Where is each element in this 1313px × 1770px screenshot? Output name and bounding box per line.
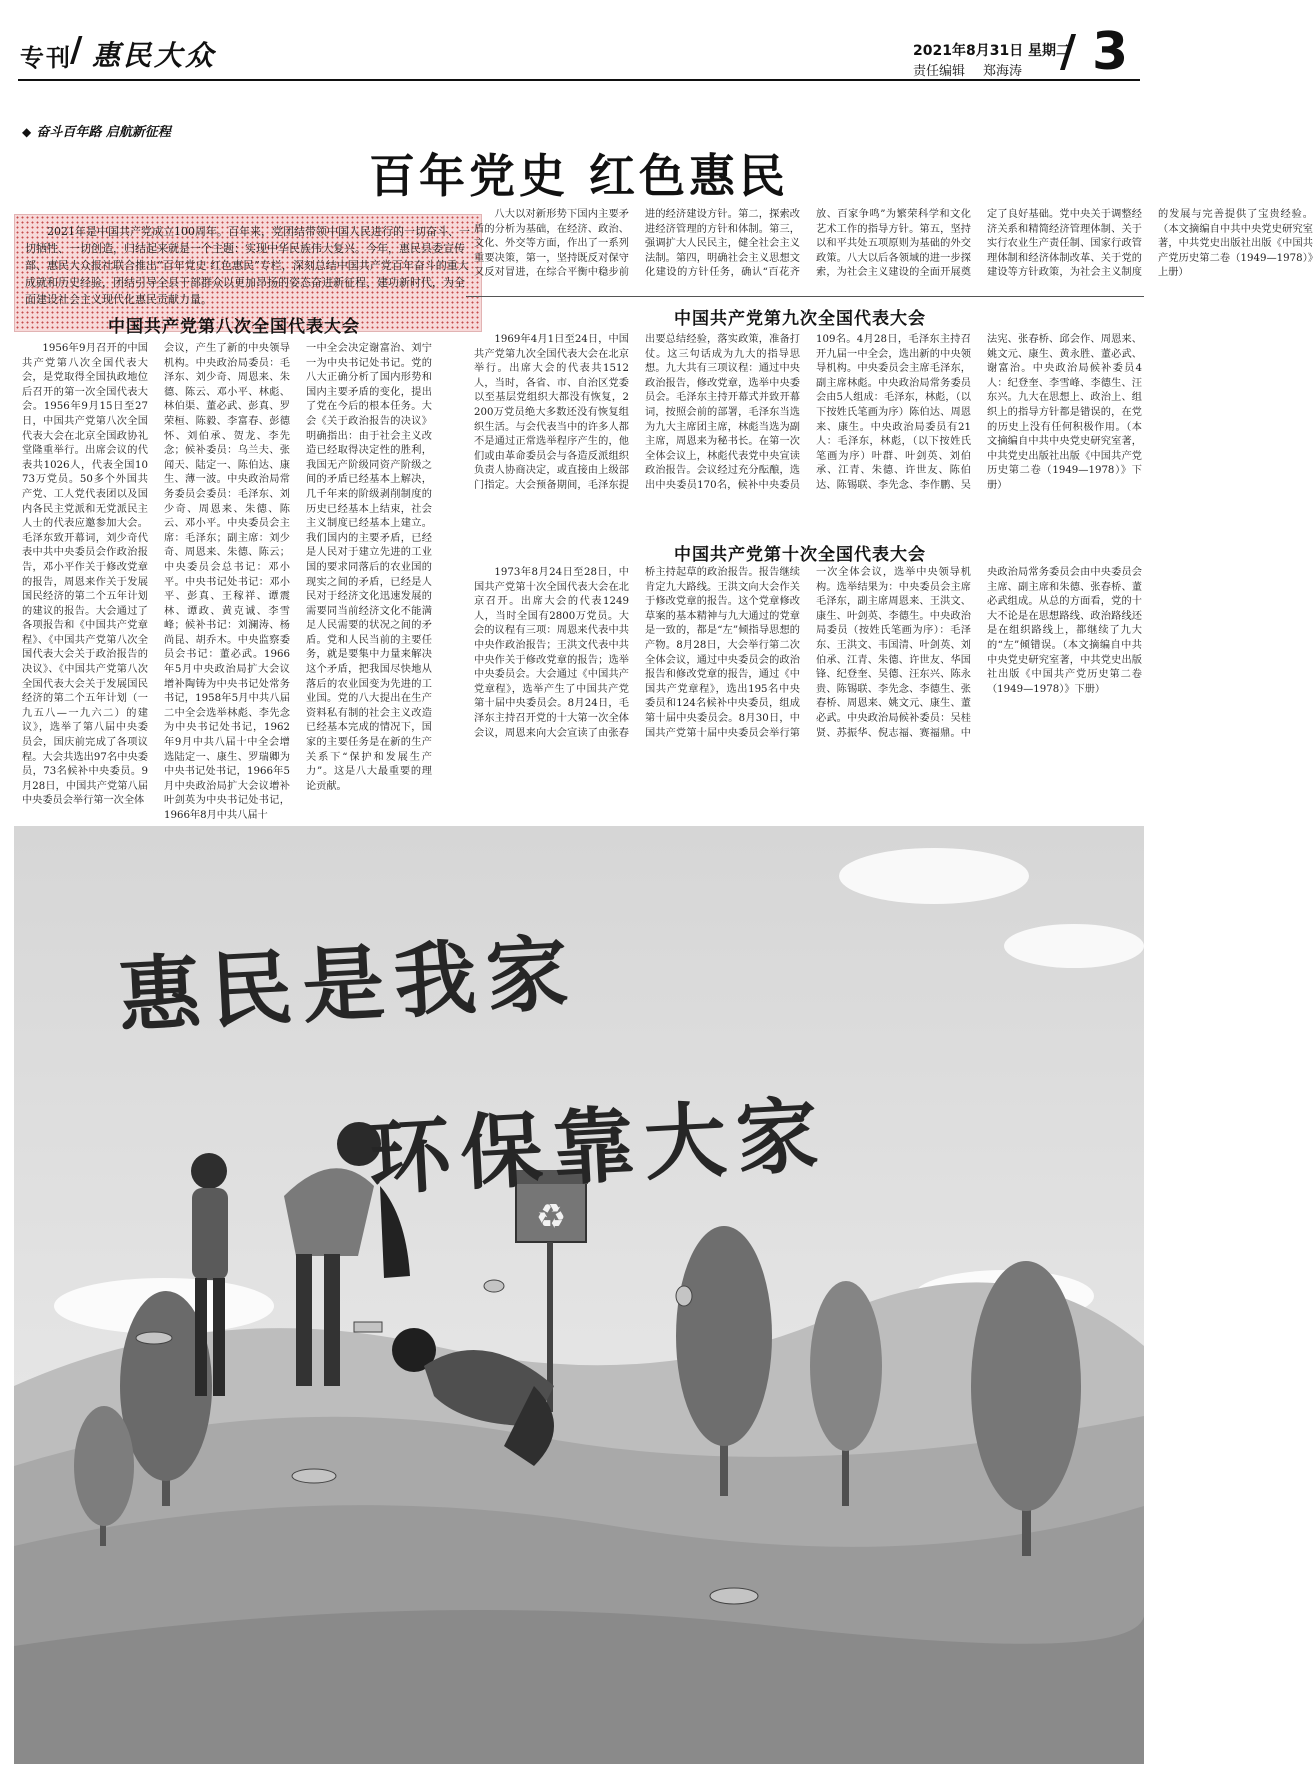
- series-label: 奋斗百年路 启航新征程: [36, 125, 171, 140]
- section-label: 专刊: [20, 44, 72, 72]
- page-number: 3: [1092, 22, 1129, 82]
- intro-box: 2021年是中国共产党成立100周年。百年来，党团结带领中国人民进行的一切奋斗、一切牺牲、一切创造，归结起来就是一个主题：实现中华民族伟大复兴。今年，惠民县委宣传部、惠民大众报社联合推出“百年党史 红色惠民”专栏，深刻总结中国共产党百年奋斗的重大成就和历史经验，团结引导全县干部群众以更加昂扬的姿态奋进新征程、建功新时代，为全面建设社会主义现代化惠民贡献力量。: [14, 214, 482, 332]
- article-8th-col1: 1956年9月召开的中国共产党第八次全国代表大会，是党取得全国执政地位后召开的第一次全国代表大会。1956年9月15日至27日，中国共产党第八次全国代表大会在北京全国政协礼堂隆重举行。出席会议的代表共1026人，代表全国1073万党员。50多个外国共产党、工人党代表团以及国内各民主党派和无党派民主人士的代表应邀参加大会。毛泽东致开幕词，刘少奇代表中共中央委员会作政治报告，邓小平作关于修改党章的报告，周恩来作关于发展国民经济的第二个五年计划的建议的报告。大会通过了各项报告和《中国共产党章程》、《中国共产党第八次全国代表大会关于政治报告的决议》、《中国共产党第八次全国代表大会关于发展国民经济的第二个五年计划（一九五八—一九六二）的建议》，选举了第八届中央委员会，国庆前完成了各项议程。大会共选出97名中央委员，73名候补中央委员。9月28日，中国共产党第八届中央委员会举行第一次全体: [22, 343, 148, 807]
- heading-10th-congress: 中国共产党第十次全国代表大会: [674, 545, 926, 565]
- heading-9th-congress: 中国共产党第九次全国代表大会: [674, 309, 926, 329]
- series-line: [22, 121, 171, 140]
- header-divider: [18, 79, 1140, 81]
- article-8th-col3: 一中全会决定谢富治、刘宁一为中央书记处书记。党的八大正确分析了国内形势和国内主要矛盾的变化，提出了党在今后的根本任务。大会《关于政治报告的决议》明确指出：由于社会主义改造已经取得决定性的胜利，我国无产阶级同资产阶级之间的矛盾已经基本上解决，几千年来的阶级剥削制度的历史已经基本上结束，社会主义制度已经基本上建立。我们国内的主要矛盾，已经是人民对于建立先进的工业国的要求同落后的农业国的现实之间的矛盾，已经是人民对于经济文化迅速发展的需要同当前经济文化不能满足人民需要的状况之间的矛盾。党和人民当前的主要任务，就是要集中力量来解决这个矛盾，把我国尽快地从落后的农业国变为先进的工业国。党的八大提出在生产资料私有制的社会主义改造已经基本完成的情况下，国家的主要任务是在新的生产关系下“保护和发展生产力”。这是八大最重要的理论贡献。: [306, 343, 432, 792]
- page-title: 百年党史 红色惠民: [368, 149, 789, 203]
- heading-8th-congress: 中国共产党第八次全国代表大会: [108, 317, 360, 337]
- page-slash: /: [1060, 26, 1077, 77]
- article-10th-body: 1973年8月24日至28日，中国共产党第十次全国代表大会在北京召开。出席大会的代表1249人，当时全国有2800万党员。大会的议程有三项：周恩来代表中共中央作政治报告；王洪文代表中共中央作关于修改党章的报告；选举中央委员会。大会通过《中国共产党章程》，选举产生了中国共产党第十届中央委员会。8月24日，毛泽东主持召开党的十大第一次全体会议，周恩来向大会宣读了由张春桥主持起草的政治报告。报告继续肯定九大路线。王洪文向大会作关于修改党章的报告。这个党章修改草案的基本精神与九大通过的党章是一致的，都是“左”倾指导思想的产物。8月28日，大会举行第二次全体会议，通过中央委员会的政治报告和修改党章的报告，通过《中国共产党章程》，选出195名中央委员和124名候补中央委员，组成第十届中央委员会。8月30日，中国共产党第十届中央委员会举行第一次全体会议，选举中央领导机构。选举结果为：中央委员会主席毛泽东，副主席周恩来、王洪文、康生、叶剑英、李德生。中央政治局委员（按姓氏笔画为序）：毛泽东、王洪文、韦国清、叶剑英、刘伯承、江青、朱德、许世友、华国锋、纪登奎、吴德、汪东兴、陈永贵、陈锡联、李先念、李德生、张春桥、周恩来、姚文元、康生、董必武。中央政治局候补委员：吴桂贤、苏振华、倪志福、赛福鼎。中央政治局常务委员会由中央委员会主席、副主席和朱德、张春桥、董必武组成。从总的方面看，党的十大不论是在思想路线、政治路线还是在组织路线上，都继续了九大的“左”倾错误。（本文摘编自中共中央党史研究室著，中共党史出版社出版《中国共产党历史第二卷（1949—1978）》下册）: [474, 567, 1142, 739]
- article-9th-body: 1969年4月1日至24日，中国共产党第九次全国代表大会在北京举行。出席大会的代表共1512人，当时，各省、市、自治区党委以至基层党组织大都没有恢复，2200万党员绝大多数还没有恢复组织生活。与会代表当中的许多人都不是通过正常选举程序产生的，他们或由革命委员会与各造反派组织负责人协商决定，或直接由上级部门指定。大会预备期间，毛泽东提出要总结经验，落实政策，准备打仗。这三句话成为九大的指导思想。九大共有三项议程：通过中央政治报告，修改党章，选举中央委员会。毛泽东主持开幕式并致开幕词，按照会前的部署，毛泽东当选为九大主席团主席，林彪当选为副主席，周恩来为秘书长。在第一次全体会议上，林彪代表党中央宣读政治报告。会议经过充分酝酿，选出中央委员170名，候补中央委员109名。4月28日，毛泽东主持召开九届一中全会，选出新的中央领导机构。中央委员会主席毛泽东，副主席林彪。中央政治局常务委员会由5人组成：毛泽东，林彪，（以下按姓氏笔画为序）陈伯达、周恩来、康生。中央政治局委员有21人：毛泽东，林彪，（以下按姓氏笔画为序）叶群、叶剑英、刘伯承、江青、朱德、许世友、陈伯达、陈锡联、李先念、李作鹏、吴法宪、张春桥、邱会作、周恩来、姚文元、康生、黄永胜、董必武、谢富治。中央政治局候补委员4人：纪登奎、李雪峰、李德生、汪东兴。九大在思想上、政治上、组织上的指导方针都是错误的，在党的历史上没有任何积极作用。（本文摘编自中共中央党史研究室著，中共党史出版社出版《中国共产党历史第二卷（1949—1978）》下册）: [474, 334, 1142, 491]
- masthead: 惠民大众: [92, 39, 217, 72]
- issue-date: 2021年8月31日 星期二: [913, 43, 1071, 59]
- editor-label: 责任编辑: [913, 64, 966, 79]
- article-8th-continued: 八大以对新形势下国内主要矛盾的分析为基础，在经济、政治、文化、外交等方面，作出了一系列重要决策，第一，坚持既反对保守又反对冒进，在综合平衡中稳步前进的经济建设方针。第二，探索改进经济管理的方针和体制。第三，强调扩大人民民主，健全社会主义法制。第四，明确社会主义思想文化建设的方针任务，确认“百花齐放、百家争鸣”为繁荣科学和文化艺术工作的指导方针。第五，坚持以和平共处五项原则为基础的外交政策。八大以后各领域的进一步探索，为社会主义建设的全面开展奠定了良好基础。党中央关于调整经济关系和精简经济管理体制、关于实行农业生产责任制、国家行政管理体制和经济体制改革、关于党的建设等方针政策，为社会主义制度的发展与完善提供了宝贵经验。（本文摘编自中共中央党史研究室著，中共党史出版社出版《中国共产党历史第二卷（1949—1978）》上册）: [474, 209, 1313, 279]
- diamond-icon: ◆: [22, 125, 32, 139]
- slogan-line-2: 环保靠大家: [366, 1087, 831, 1207]
- header-slash: /: [70, 30, 83, 70]
- editor-name: 郑海涛: [983, 64, 1023, 79]
- section-divider: [466, 296, 1144, 297]
- recycle-icon: ♻: [535, 1197, 567, 1237]
- article-8th-col2: 会议，产生了新的中央领导机构。中央政治局委员：毛泽东、刘少奇、周恩来、朱德、陈云、邓小平、林彪、林伯渠、董必武、彭真、罗荣桓、陈毅、李富春、彭德怀、刘伯承、贺龙、李先念；候补委员：乌兰夫、张闻天、陆定一、陈伯达、康生、薄一波。中央政治局常务委员会委员：毛泽东、刘少奇、周恩来、朱德、陈云、邓小平。中央委员会主席：毛泽东；副主席：刘少奇、周恩来、朱德、陈云；中央委员会总书记：邓小平。中央书记处书记：邓小平、彭真、王稼祥、谭震林、谭政、黄克诚、李雪峰；候补书记：刘澜涛、杨尚昆、胡乔木。中央监察委员会书记：董必武。1966年5月中央政治局扩大会议增补陶铸为中央书记处常务书记，1958年5月中共八届二中全会选举林彪、李先念为中央书记处书记，1962年9月中共八届十中全会增选陆定一、康生、罗瑞卿为中央书记处书记，1966年5月中央政治局扩大会议增补叶剑英为中央书记处书记，1966年8月中共八届十: [164, 343, 290, 821]
- slogan-line-1: 惠民是我家: [116, 925, 581, 1045]
